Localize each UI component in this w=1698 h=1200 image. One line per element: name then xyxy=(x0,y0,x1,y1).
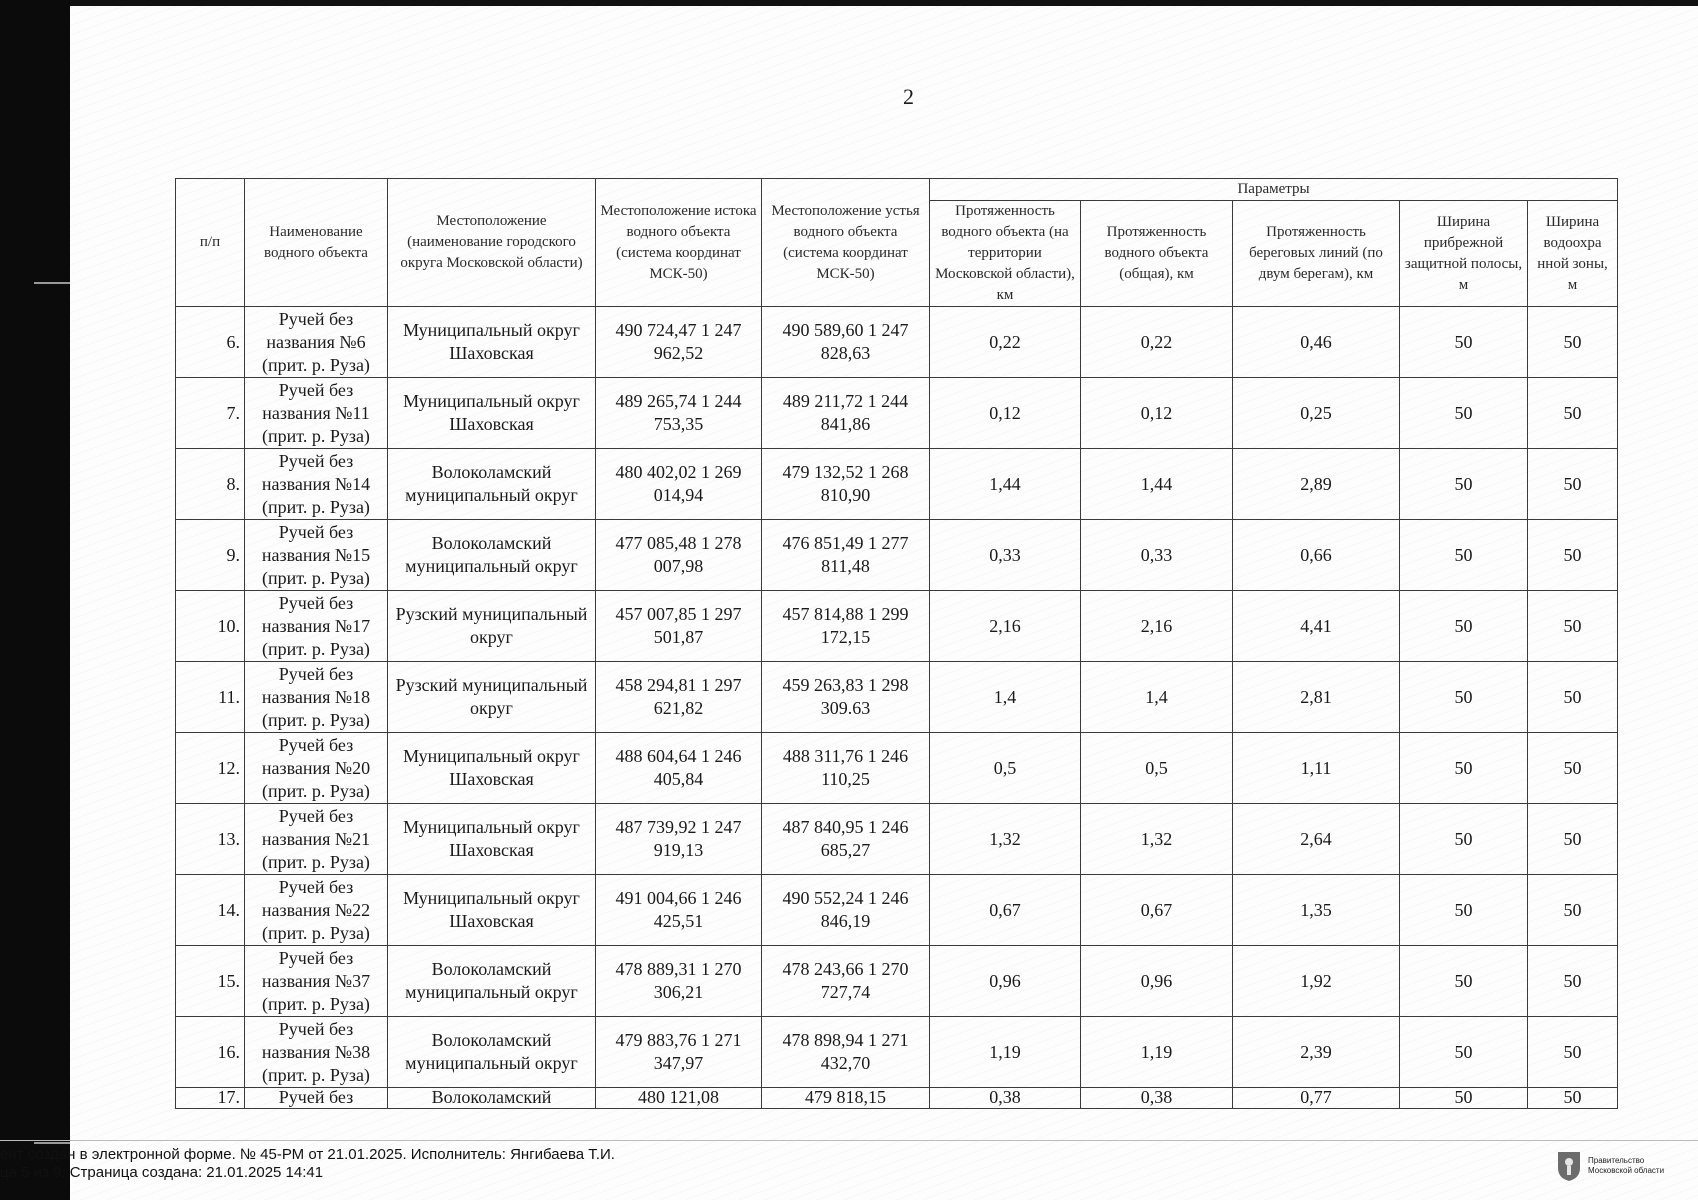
cell-name: Ручей без названия №14 (прит. р. Руза) xyxy=(245,449,388,520)
cell-coastal: 50 xyxy=(1400,1017,1528,1088)
cell-source: 491 004,66 1 246 425,51 xyxy=(596,875,762,946)
cell-mouth: 490 552,24 1 246 846,19 xyxy=(762,875,930,946)
cell-shore: 2,81 xyxy=(1233,662,1400,733)
scan-mark xyxy=(34,1142,70,1144)
header-num: п/п xyxy=(176,179,245,307)
cell-protection: 50 xyxy=(1528,520,1618,591)
cell-mouth: 479 132,52 1 268 810,90 xyxy=(762,449,930,520)
cell-location: Муниципальный округ Шаховская xyxy=(388,804,596,875)
cell-coastal: 50 xyxy=(1400,946,1528,1017)
cell-shore: 2,89 xyxy=(1233,449,1400,520)
header-name: Наименование водного объекта xyxy=(245,179,388,307)
cell-location: Волоколамский xyxy=(388,1088,596,1109)
cell-length-region: 0,38 xyxy=(930,1088,1081,1109)
cell-length-region: 1,32 xyxy=(930,804,1081,875)
cell-mouth: 478 898,94 1 271 432,70 xyxy=(762,1017,930,1088)
cell-protection: 50 xyxy=(1528,662,1618,733)
cell-name: Ручей без названия №6 (прит. р. Руза) xyxy=(245,307,388,378)
table-row xyxy=(176,1017,1618,1088)
cell-mouth: 490 589,60 1 247 828,63 xyxy=(762,307,930,378)
footer-line-2: ца 5 из 9. Страница создана: 21.01.2025 14:41 xyxy=(0,1164,324,1181)
header-shore: Протяженность береговых линий (по двум берегам), км xyxy=(1233,201,1400,307)
cell-length-total: 1,4 xyxy=(1081,662,1233,733)
cell-name: Ручей без названия №20 (прит. р. Руза) xyxy=(245,733,388,804)
cell-source: 490 724,47 1 247 962,52 xyxy=(596,307,762,378)
cell-location: Рузский муниципальный округ xyxy=(388,591,596,662)
cell-length-total: 0,96 xyxy=(1081,946,1233,1017)
cell-shore: 4,41 xyxy=(1233,591,1400,662)
table-header-row xyxy=(176,179,1618,201)
cell-location: Муниципальный округ Шаховская xyxy=(388,378,596,449)
cell-protection: 50 xyxy=(1528,804,1618,875)
footer-line-1: ент создан в электронной форме. № 45-РМ от 21.01.2025. Исполнитель: Янгибаева Т.И. xyxy=(0,1146,615,1163)
cell-mouth: 488 311,76 1 246 110,25 xyxy=(762,733,930,804)
table-row xyxy=(176,520,1618,591)
cell-source: 477 085,48 1 278 007,98 xyxy=(596,520,762,591)
cell-coastal: 50 xyxy=(1400,733,1528,804)
cell-num: 11. xyxy=(176,662,245,733)
cell-location: Волоколамский муниципальный округ xyxy=(388,449,596,520)
cell-source: 478 889,31 1 270 306,21 xyxy=(596,946,762,1017)
cell-source: 458 294,81 1 297 621,82 xyxy=(596,662,762,733)
header-protection: Ширина водоохра нной зоны, м xyxy=(1528,201,1618,307)
cell-name: Ручей без xyxy=(245,1088,388,1109)
cell-source: 457 007,85 1 297 501,87 xyxy=(596,591,762,662)
cell-coastal: 50 xyxy=(1400,591,1528,662)
header-parameters: Параметры xyxy=(930,179,1618,201)
cell-name: Ручей без названия №17 (прит. р. Руза) xyxy=(245,591,388,662)
cell-protection: 50 xyxy=(1528,875,1618,946)
cell-source: 489 265,74 1 244 753,35 xyxy=(596,378,762,449)
table-row xyxy=(176,378,1618,449)
cell-shore: 2,39 xyxy=(1233,1017,1400,1088)
cell-num: 9. xyxy=(176,520,245,591)
cell-length-total: 0,33 xyxy=(1081,520,1233,591)
cell-protection: 50 xyxy=(1528,591,1618,662)
header-location: Местоположение (наименование городского округа Московской области) xyxy=(388,179,596,307)
cell-num: 16. xyxy=(176,1017,245,1088)
table-row xyxy=(176,307,1618,378)
cell-num: 15. xyxy=(176,946,245,1017)
header-length-region: Протяженность водного объекта (на территории Московской области), км xyxy=(930,201,1081,307)
header-mouth: Местоположение устья водного объекта (система координат МСК-50) xyxy=(762,179,930,307)
cell-length-total: 0,22 xyxy=(1081,307,1233,378)
government-logo xyxy=(1556,1150,1664,1182)
cell-num: 12. xyxy=(176,733,245,804)
cell-length-total: 0,38 xyxy=(1081,1088,1233,1109)
cell-shore: 0,77 xyxy=(1233,1088,1400,1109)
cell-protection: 50 xyxy=(1528,733,1618,804)
cell-num: 14. xyxy=(176,875,245,946)
cell-length-region: 0,12 xyxy=(930,378,1081,449)
cell-num: 7. xyxy=(176,378,245,449)
cell-location: Муниципальный округ Шаховская xyxy=(388,875,596,946)
cell-source: 487 739,92 1 247 919,13 xyxy=(596,804,762,875)
cell-protection: 50 xyxy=(1528,1017,1618,1088)
cell-coastal: 50 xyxy=(1400,1088,1528,1109)
cell-name: Ручей без названия №11 (прит. р. Руза) xyxy=(245,378,388,449)
table-row xyxy=(176,733,1618,804)
cell-num: 13. xyxy=(176,804,245,875)
page-number: 2 xyxy=(903,84,914,109)
footer-text xyxy=(0,1146,615,1182)
cell-location: Муниципальный округ Шаховская xyxy=(388,307,596,378)
cell-mouth: 457 814,88 1 299 172,15 xyxy=(762,591,930,662)
header-source: Местоположение истока водного объекта (система координат МСК-50) xyxy=(596,179,762,307)
cell-coastal: 50 xyxy=(1400,520,1528,591)
cell-location: Рузский муниципальный округ xyxy=(388,662,596,733)
cell-name: Ручей без названия №18 (прит. р. Руза) xyxy=(245,662,388,733)
cell-name: Ручей без названия №38 (прит. р. Руза) xyxy=(245,1017,388,1088)
cell-name: Ручей без названия №22 (прит. р. Руза) xyxy=(245,875,388,946)
cell-source: 479 883,76 1 271 347,97 xyxy=(596,1017,762,1088)
cell-source: 488 604,64 1 246 405,84 xyxy=(596,733,762,804)
cell-mouth: 487 840,95 1 246 685,27 xyxy=(762,804,930,875)
scan-mark xyxy=(34,282,70,284)
cell-num: 8. xyxy=(176,449,245,520)
cell-location: Волоколамский муниципальный округ xyxy=(388,520,596,591)
cell-protection: 50 xyxy=(1528,1088,1618,1109)
cell-coastal: 50 xyxy=(1400,662,1528,733)
cell-length-total: 0,5 xyxy=(1081,733,1233,804)
coat-of-arms-icon xyxy=(1556,1150,1582,1182)
cell-shore: 0,25 xyxy=(1233,378,1400,449)
cell-num: 17. xyxy=(176,1088,245,1109)
cell-length-region: 0,5 xyxy=(930,733,1081,804)
cell-protection: 50 xyxy=(1528,946,1618,1017)
cell-length-region: 1,4 xyxy=(930,662,1081,733)
cell-mouth: 489 211,72 1 244 841,86 xyxy=(762,378,930,449)
cell-mouth: 459 263,83 1 298 309.63 xyxy=(762,662,930,733)
cell-source: 480 121,08 xyxy=(596,1088,762,1109)
header-length-total: Протяженность водного объекта (общая), км xyxy=(1081,201,1233,307)
gov-label: Правительство xyxy=(1588,1156,1645,1165)
table-row xyxy=(176,662,1618,733)
cell-mouth: 478 243,66 1 270 727,74 xyxy=(762,946,930,1017)
cell-length-total: 1,32 xyxy=(1081,804,1233,875)
cell-length-region: 1,44 xyxy=(930,449,1081,520)
cell-num: 10. xyxy=(176,591,245,662)
water-objects-table xyxy=(175,178,1618,1109)
cell-coastal: 50 xyxy=(1400,378,1528,449)
cell-protection: 50 xyxy=(1528,378,1618,449)
cell-coastal: 50 xyxy=(1400,804,1528,875)
cell-name: Ручей без названия №15 (прит. р. Руза) xyxy=(245,520,388,591)
cell-shore: 1,35 xyxy=(1233,875,1400,946)
cell-length-region: 0,96 xyxy=(930,946,1081,1017)
cell-location: Муниципальный округ Шаховская xyxy=(388,733,596,804)
cell-name: Ручей без названия №37 (прит. р. Руза) xyxy=(245,946,388,1017)
cell-shore: 1,11 xyxy=(1233,733,1400,804)
table-row xyxy=(176,449,1618,520)
cell-coastal: 50 xyxy=(1400,307,1528,378)
footer-divider xyxy=(0,1140,1698,1141)
cell-length-total: 1,19 xyxy=(1081,1017,1233,1088)
cell-mouth: 479 818,15 xyxy=(762,1088,930,1109)
cell-shore: 1,92 xyxy=(1233,946,1400,1017)
cell-length-total: 0,67 xyxy=(1081,875,1233,946)
scan-border-left xyxy=(0,0,70,1200)
cell-protection: 50 xyxy=(1528,449,1618,520)
table-row xyxy=(176,591,1618,662)
cell-length-region: 0,67 xyxy=(930,875,1081,946)
table-row xyxy=(176,946,1618,1017)
cell-source: 480 402,02 1 269 014,94 xyxy=(596,449,762,520)
cell-protection: 50 xyxy=(1528,307,1618,378)
cell-shore: 0,46 xyxy=(1233,307,1400,378)
gov-label: Московской области xyxy=(1588,1166,1665,1175)
cell-length-region: 2,16 xyxy=(930,591,1081,662)
cell-location: Волоколамский муниципальный округ xyxy=(388,946,596,1017)
cell-coastal: 50 xyxy=(1400,875,1528,946)
cell-length-region: 1,19 xyxy=(930,1017,1081,1088)
cell-coastal: 50 xyxy=(1400,449,1528,520)
table-row xyxy=(176,804,1618,875)
cell-location: Волоколамский муниципальный округ xyxy=(388,1017,596,1088)
cell-name: Ручей без названия №21 (прит. р. Руза) xyxy=(245,804,388,875)
cell-mouth: 476 851,49 1 277 811,48 xyxy=(762,520,930,591)
cell-shore: 2,64 xyxy=(1233,804,1400,875)
cell-length-total: 2,16 xyxy=(1081,591,1233,662)
cell-num: 6. xyxy=(176,307,245,378)
table-row xyxy=(176,1088,1618,1109)
header-coastal: Ширина прибрежной защитной полосы, м xyxy=(1400,201,1528,307)
cell-shore: 0,66 xyxy=(1233,520,1400,591)
cell-length-region: 0,33 xyxy=(930,520,1081,591)
cell-length-total: 0,12 xyxy=(1081,378,1233,449)
cell-length-region: 0,22 xyxy=(930,307,1081,378)
cell-length-total: 1,44 xyxy=(1081,449,1233,520)
table-row xyxy=(176,875,1618,946)
